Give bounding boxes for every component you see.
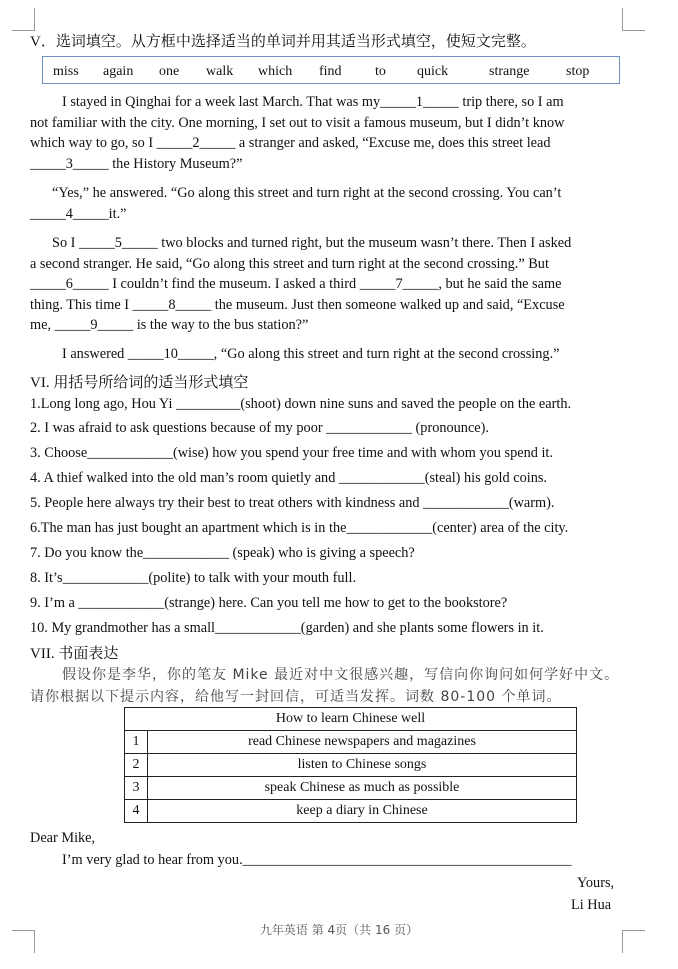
exercise-item: 7. Do you know the____________ (speak) who is giving a speech? bbox=[30, 545, 415, 561]
word-bank-item: quick bbox=[417, 64, 449, 79]
passage-line: _____4_____it.” bbox=[30, 205, 127, 222]
exercise-item: 6.The man has just bought an apartment which is in the____________(center) area of the city. bbox=[30, 520, 569, 536]
table-row bbox=[125, 800, 577, 823]
exercise-item: 2. I was afraid to ask questions because of my poor ____________ (pronounce). bbox=[30, 420, 489, 436]
section-5-heading: V．选词填空。从方框中选择适当的单词并用其适当形式填空，使短文完整。 bbox=[30, 34, 536, 50]
table-header-row bbox=[125, 708, 577, 731]
page-footer: 九年英语 第 4页（共 16 页） bbox=[259, 923, 419, 937]
passage-line: I answered _____10_____, “Go along this street and turn right at the second crossing.” bbox=[62, 346, 560, 362]
table-row bbox=[125, 754, 577, 777]
word-bank-item: strange bbox=[489, 64, 530, 79]
word-bank-item: one bbox=[159, 64, 180, 79]
table-title: How to learn Chinese well bbox=[125, 708, 577, 731]
table-row-text: keep a diary in Chinese bbox=[148, 800, 577, 823]
passage-line: _____6_____ I couldn’t find the museum. I asked a third _____7_____, but he said the same bbox=[30, 276, 562, 292]
section-7-heading: VII. 书面表达 bbox=[30, 646, 119, 662]
passage-paragraph-4 bbox=[30, 344, 620, 365]
letter-opening: I’m very glad to hear from you.______________________________________________ bbox=[62, 852, 572, 868]
corner-mark-top-left bbox=[12, 8, 35, 31]
exercise-item: 8. It’s____________(polite) to talk with your mouth full. bbox=[30, 570, 357, 586]
table-row-number: 3 bbox=[125, 777, 148, 800]
passage-paragraph-2 bbox=[30, 183, 620, 224]
word-bank-box bbox=[42, 56, 620, 84]
letter-signature: Li Hua bbox=[571, 897, 612, 913]
passage-line: _____3_____ the History Museum?” bbox=[30, 155, 243, 172]
passage-paragraph-1 bbox=[30, 92, 620, 174]
writing-prompt-line-2: 请你根据以下提示内容，给他写一封回信，可适当发挥。词数 80-100 个单词。 bbox=[30, 689, 562, 705]
word-bank-item: walk bbox=[206, 64, 234, 79]
table-row-text: read Chinese newspapers and magazines bbox=[148, 731, 577, 754]
section-6-heading: VI. 用括号所给词的适当形式填空 bbox=[30, 375, 249, 391]
table-row-number: 4 bbox=[125, 800, 148, 823]
table-row bbox=[125, 731, 577, 754]
exercise-item: 4. A thief walked into the old man’s room quietly and ____________(steal) his gold coins. bbox=[30, 470, 548, 486]
passage-line: “Yes,” he answered. “Go along this street and turn right at the second crossing. You can’t bbox=[52, 185, 562, 201]
table-row-text: listen to Chinese songs bbox=[148, 754, 577, 777]
word-bank-item: again bbox=[103, 64, 134, 79]
passage-line: not familiar with the city. One morning, I set out to visit a famous museum, but I didn’t know bbox=[30, 114, 565, 131]
table-row bbox=[125, 777, 577, 800]
passage-line: me, _____9_____ is the way to the bus station?” bbox=[30, 317, 309, 333]
corner-mark-top-right bbox=[622, 8, 645, 31]
table-row-number: 1 bbox=[125, 731, 148, 754]
passage-line: So I _____5_____ two blocks and turned right, but the museum wasn’t there. Then I asked bbox=[52, 235, 572, 251]
passage-line: which way to go, so I _____2_____ a stranger and asked, “Excuse me, does this street lead bbox=[30, 135, 551, 151]
exercise-item: 10. My grandmother has a small____________(garden) and she plants some flowers in it. bbox=[30, 620, 544, 636]
passage-paragraph-3 bbox=[30, 233, 620, 336]
letter-closing: Yours, bbox=[577, 875, 615, 891]
table-row-text: speak Chinese as much as possible bbox=[148, 777, 577, 800]
word-bank-item: to bbox=[375, 64, 386, 79]
word-bank-item: stop bbox=[566, 64, 590, 79]
letter-greeting: Dear Mike, bbox=[30, 830, 96, 846]
word-bank-item: which bbox=[258, 64, 293, 79]
writing-prompt-line-1: 假设你是李华，你的笔友 Mike 最近对中文很感兴趣，写信向你询问如何学好中文。 bbox=[62, 667, 620, 683]
passage-line: a second stranger. He said, “Go along this street and turn right at the second crossing.” But bbox=[30, 255, 549, 272]
exercise-item: 5. People here always try their best to treat others with kindness and ____________(warm). bbox=[30, 495, 555, 511]
tips-table bbox=[124, 707, 577, 823]
word-bank-item: miss bbox=[53, 64, 79, 79]
word-bank-item: find bbox=[319, 64, 342, 79]
exercise-item: 9. I’m a ____________(strange) here. Can you tell me how to get to the bookstore? bbox=[30, 595, 508, 611]
table-row-number: 2 bbox=[125, 754, 148, 777]
passage-line: thing. This time I _____8_____ the museum. Just then someone walked up and said, “Excuse bbox=[30, 296, 565, 313]
exercise-item: 3. Choose____________(wise) how you spend your free time and with whom you spend it. bbox=[30, 445, 553, 461]
passage-line: I stayed in Qinghai for a week last March. That was my_____1_____ trip there, so I am bbox=[62, 94, 564, 110]
exercise-item: 1.Long long ago, Hou Yi _________(shoot) down nine suns and saved the people on the earth. bbox=[30, 396, 572, 412]
